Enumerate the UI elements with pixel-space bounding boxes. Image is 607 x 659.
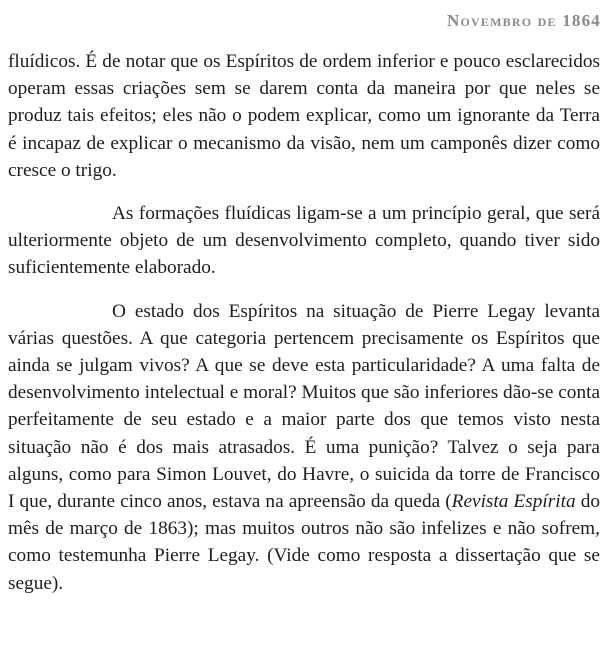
paragraph-3-text-end: do mês de março de 1863); mas muitos outros não são infelizes e não sofrem, como testemunha Pierre Legay. (Vide como resposta a dissertação que se segue). bbox=[8, 491, 600, 594]
journal-title-italic: Revista Espírita bbox=[451, 491, 576, 513]
paragraph-2: As formações fluídicas ligam-se a um princípio geral, que será ulteriormente objeto de um desenvolvimento completo, quando tiver sido suficientemente elaborado. bbox=[8, 203, 600, 279]
paragraph-3-text-start: O estado dos Espíritos na situação de Pierre Legay levanta várias questões. A que categoria pertencem precisamente os Espíritos que ainda se julgam vivos? A que se deve esta particularidade? A uma falta de desenvolvimento intelectual e moral? Muitos que são inferiores dão-se conta perfeitamente de seu estado e a maior parte dos que temos visto nesta situação não é dos mais atrasados. É uma punição? Talvez o seja para alguns, como para Simon Louvet, do Havre, o suicida da torre de Francisco I que, durante cinco anos, estava na apreensão da queda ( bbox=[8, 300, 600, 513]
paragraph-3 bbox=[8, 298, 600, 597]
running-header: Novembro de 1864 bbox=[447, 11, 601, 30]
paragraph-1: fluídicos. É de notar que os Espíritos de ordem inferior e pouco esclarecidos operam essas criações sem se darem conta da maneira por que neles se produz tais efeitos; eles não o podem explicar, como um ignorante da Terra é incapaz de explicar o mecanismo da visão, nem um camponês dizer como cresce o trigo. bbox=[8, 51, 600, 181]
page-body bbox=[8, 48, 600, 597]
